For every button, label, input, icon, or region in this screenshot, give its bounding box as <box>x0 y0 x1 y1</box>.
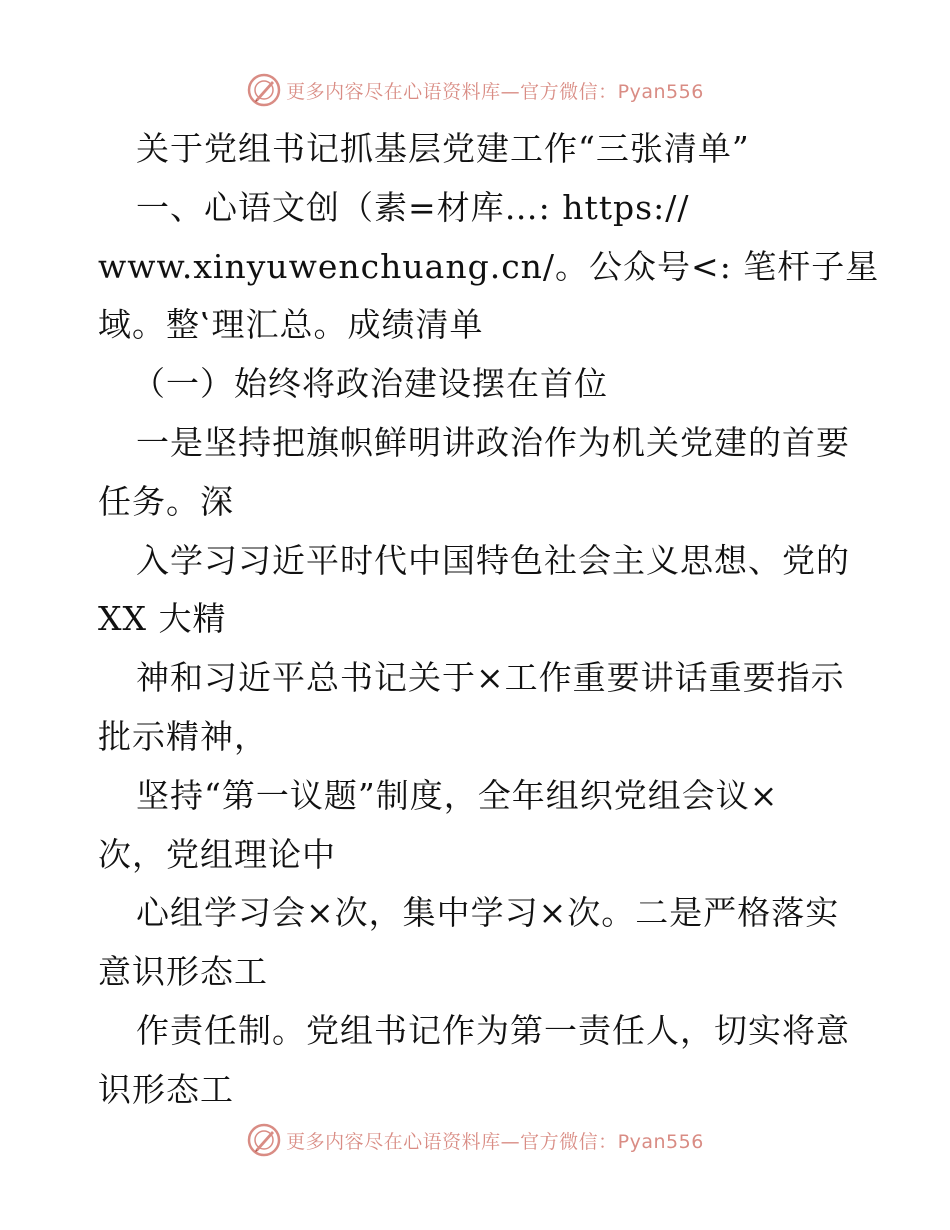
paragraph-line: 神和习近平总书记关于×工作重要讲话重要指示 <box>136 658 845 698</box>
watermark-text: 更多内容尽在心语资料库—官方微信：Pyan556 <box>286 80 704 103</box>
paragraph-line: 入学习习近平时代中国特色社会主义思想、党的 <box>136 540 850 580</box>
section-heading: 一、心语文创（素=材库…: https:// <box>136 187 690 227</box>
paragraph-line: 域。整‛理汇总。成绩清单 <box>98 305 484 345</box>
watermark-banner-top <box>0 68 950 112</box>
paragraph-line: 意识形态工 <box>98 952 268 992</box>
paragraph-line: 识形态工 <box>98 1069 234 1109</box>
paragraph-line: 作责任制。党组书记作为第一责任人，切实将意 <box>136 1010 850 1050</box>
paragraph-line: 次，党组理论中 <box>98 834 336 874</box>
document-body <box>98 120 880 1120</box>
pen-logo-icon <box>246 72 282 108</box>
subsection-heading: （一）始终将政治建设摆在首位 <box>132 364 608 404</box>
paragraph-line: www.xinyuwenchuang.cn/。公众号<: 笔杆子星 <box>98 246 880 286</box>
paragraph-line: XX 大精 <box>98 599 227 639</box>
paragraph-line: 批示精神， <box>98 716 268 756</box>
watermark-text: 更多内容尽在心语资料库—官方微信：Pyan556 <box>286 1130 704 1153</box>
paragraph-line: 心组学习会×次，集中学习×次。二是严格落实 <box>136 893 840 933</box>
watermark-banner-bottom <box>0 1118 950 1162</box>
paragraph-line: 坚持“第一议题”制度，全年组织党组会议× <box>136 775 779 815</box>
paragraph-line: 任务。深 <box>98 481 234 521</box>
document-title: 关于党组书记抓基层党建工作“三张清单” <box>136 129 750 168</box>
pen-logo-icon <box>246 1122 282 1158</box>
paragraph-line: 一是坚持把旗帜鲜明讲政治作为机关党建的首要 <box>136 422 850 462</box>
